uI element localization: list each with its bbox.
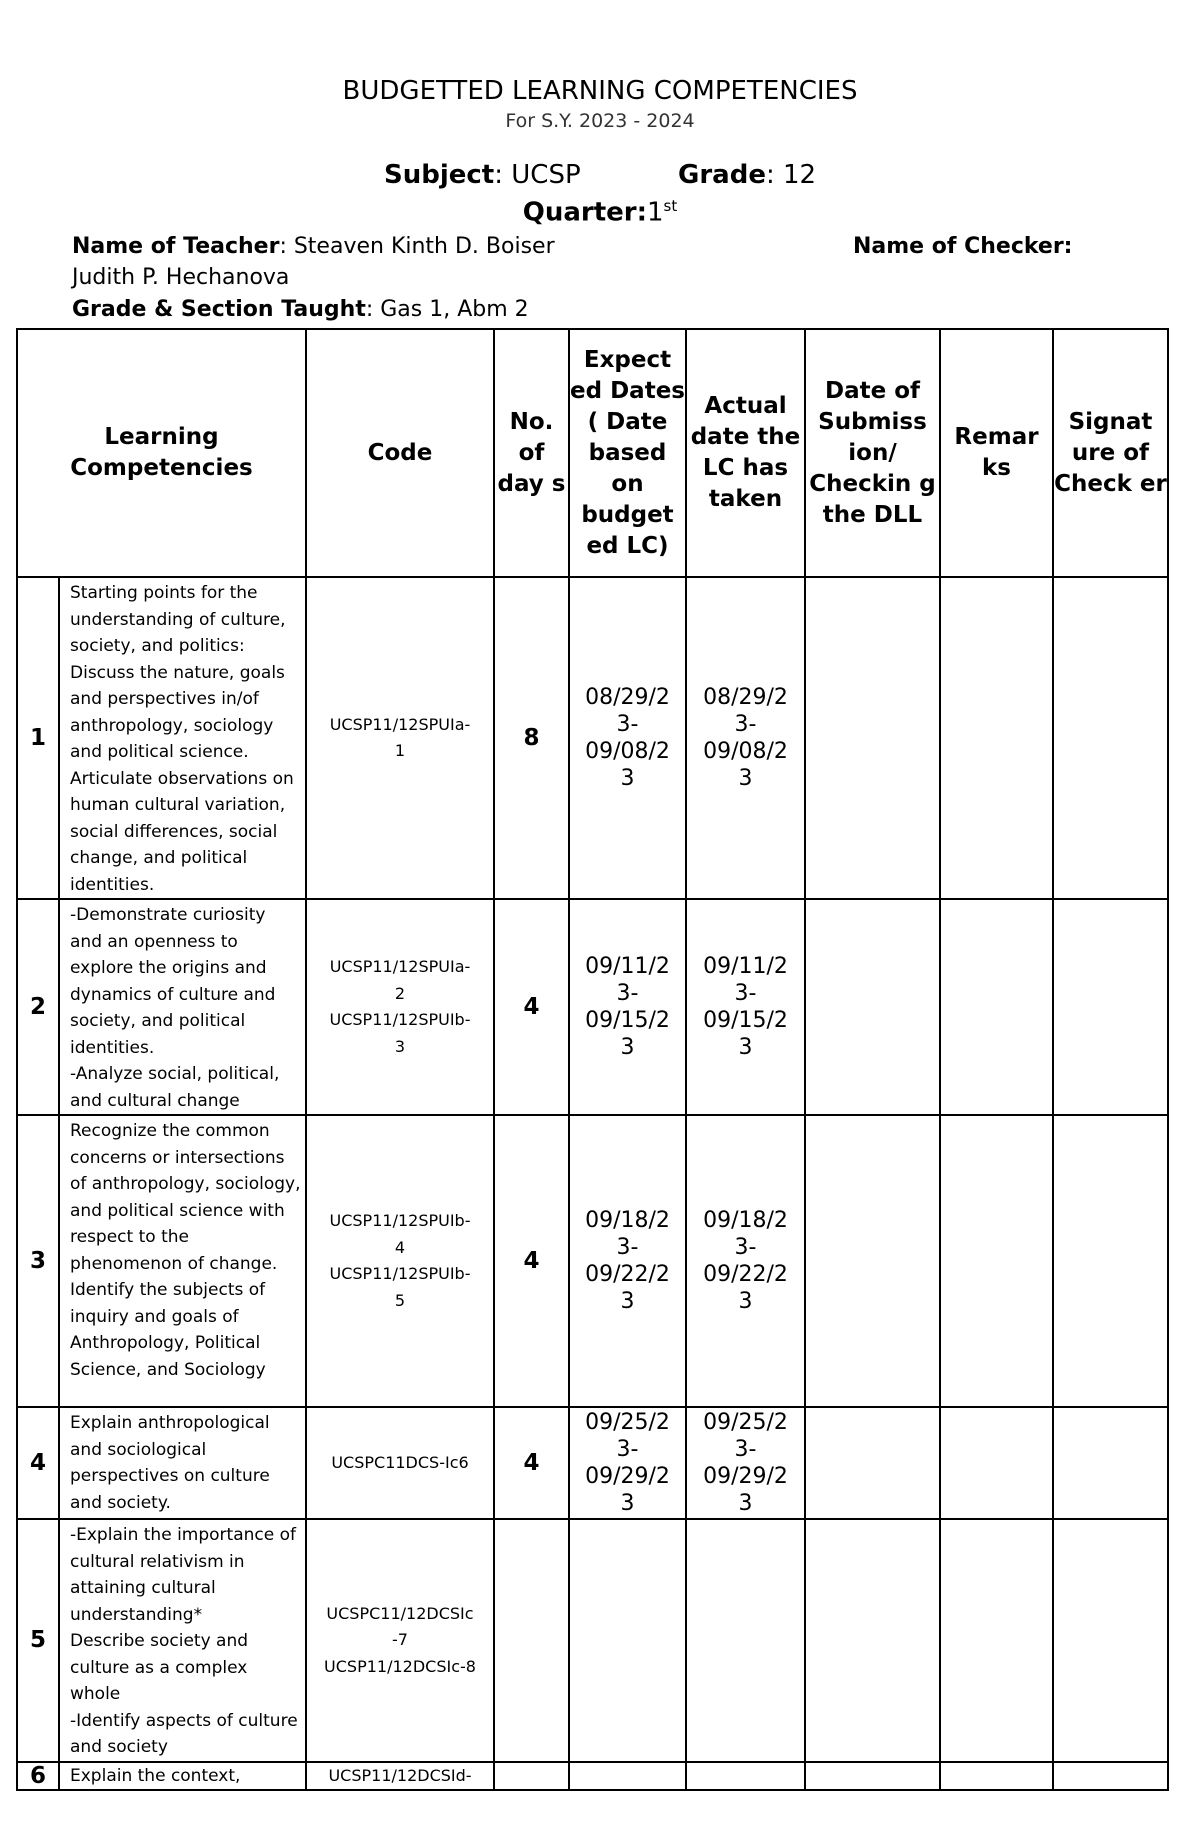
teacher-name: : Steaven Kinth D. Boiser: [279, 234, 555, 259]
expected-dates: 09/25/2 3- 09/29/2 3: [569, 1407, 686, 1519]
learning-competency: -Explain the importance of cultural relativism in attaining cultural understanding* Describe society and culture as a complex whole -Identify aspects of culture and society: [59, 1519, 306, 1762]
col-remarks: Remar ks: [940, 329, 1053, 577]
competency-code: UCSP11/12SPUIa- 1: [306, 577, 494, 899]
grade: [678, 160, 816, 190]
checker-signature: [1053, 1115, 1168, 1407]
submission-date: [805, 1762, 940, 1791]
actual-dates: 09/18/2 3- 09/22/2 3: [686, 1115, 805, 1407]
quarter-label: Quarter:: [522, 197, 647, 228]
col-expected-dates: Expect ed Dates ( Date based on budget ed LC): [569, 329, 686, 577]
quarter-value: 1: [647, 197, 664, 228]
remarks: [940, 1115, 1053, 1407]
row-number: 5: [17, 1519, 59, 1762]
table-header-row: [17, 329, 1168, 577]
grade-value: : 12: [765, 160, 817, 190]
row-number: 2: [17, 899, 59, 1115]
checker-signature: [1053, 1407, 1168, 1519]
number-of-days: 8: [494, 577, 569, 899]
actual-dates: 09/11/2 3- 09/15/2 3: [686, 899, 805, 1115]
actual-dates: [686, 1762, 805, 1791]
submission-date: [805, 1519, 940, 1762]
table-row: [17, 1407, 1168, 1519]
expected-dates: 09/11/2 3- 09/15/2 3: [569, 899, 686, 1115]
remarks: [940, 899, 1053, 1115]
school-year: For S.Y. 2023 - 2024: [505, 110, 695, 132]
remarks: [940, 1407, 1053, 1519]
teacher-label: Name of Teacher: [72, 234, 280, 259]
learning-competency: Starting points for the understanding of culture, society, and politics: Discuss the nature, goals and perspectives in/of anthropology, sociology and political science. Articulate observations on human cultural variation, social differences, social change, and political identities.: [59, 577, 306, 899]
table-row: [17, 1519, 1168, 1762]
remarks: [940, 1519, 1053, 1762]
col-signature: Signat ure of Check er: [1053, 329, 1168, 577]
table-row: [17, 1762, 1168, 1791]
checker-signature: [1053, 1519, 1168, 1762]
remarks: [940, 1762, 1053, 1791]
table-row: [17, 577, 1168, 899]
col-actual-date: Actual date the LC has taken: [686, 329, 805, 577]
submission-date: [805, 1115, 940, 1407]
col-code: Code: [306, 329, 494, 577]
expected-dates: [569, 1762, 686, 1791]
quarter-suffix: st: [663, 197, 678, 215]
checker-label: Name of Checker:: [853, 234, 1073, 259]
subject-value: : UCSP: [494, 160, 581, 190]
submission-date: [805, 1407, 940, 1519]
grade-label: Grade: [678, 160, 766, 190]
number-of-days: [494, 1762, 569, 1791]
section-line: [72, 297, 529, 322]
row-number: 4: [17, 1407, 59, 1519]
quarter-line: [0, 197, 1200, 228]
submission-date: [805, 577, 940, 899]
number-of-days: 4: [494, 1115, 569, 1407]
row-number: 6: [17, 1762, 59, 1791]
actual-dates: 09/25/2 3- 09/29/2 3: [686, 1407, 805, 1519]
col-learning-competencies: Learning Competencies: [17, 329, 306, 577]
number-of-days: 4: [494, 1407, 569, 1519]
actual-dates: [686, 1519, 805, 1762]
number-of-days: [494, 1519, 569, 1762]
submission-date: [805, 899, 940, 1115]
learning-competency: Recognize the common concerns or intersections of anthropology, sociology, and political science with respect to the phenomenon of change. Identify the subjects of inquiry and goals of Anthropology, Political Science, and Sociology: [59, 1115, 306, 1407]
section-label: Grade & Section Taught: [72, 297, 366, 322]
subject: [384, 160, 581, 190]
table-row: [17, 899, 1168, 1115]
competency-code: UCSP11/12SPUIb- 4 UCSP11/12SPUIb- 5: [306, 1115, 494, 1407]
checker-name: Judith P. Hechanova: [72, 265, 290, 290]
competency-code: UCSP11/12SPUIa- 2 UCSP11/12SPUIb- 3: [306, 899, 494, 1115]
expected-dates: 08/29/2 3- 09/08/2 3: [569, 577, 686, 899]
row-number: 1: [17, 577, 59, 899]
competency-code: UCSPC11DCS-Ic6: [306, 1407, 494, 1519]
expected-dates: 09/18/2 3- 09/22/2 3: [569, 1115, 686, 1407]
checker-signature: [1053, 577, 1168, 899]
competencies-table: [16, 328, 1169, 1791]
subject-label: Subject: [384, 160, 495, 190]
table-row: [17, 1115, 1168, 1407]
expected-dates: [569, 1519, 686, 1762]
learning-competency: Explain the context,: [59, 1762, 306, 1791]
row-number: 3: [17, 1115, 59, 1407]
page-title: BUDGETTED LEARNING COMPETENCIES: [342, 76, 858, 106]
col-date-of-submission: Date of Submiss ion/ Checkin g the DLL: [805, 329, 940, 577]
competency-code: UCSPC11/12DCSIc -7 UCSP11/12DCSIc-8: [306, 1519, 494, 1762]
learning-competency: -Demonstrate curiosity and an openness to explore the origins and dynamics of culture and society, and political identities. -Analyze social, political, and cultural change: [59, 899, 306, 1115]
section-value: : Gas 1, Abm 2: [365, 297, 529, 322]
competency-code: UCSP11/12DCSId-: [306, 1762, 494, 1791]
remarks: [940, 577, 1053, 899]
number-of-days: 4: [494, 899, 569, 1115]
checker-signature: [1053, 1762, 1168, 1791]
actual-dates: 08/29/2 3- 09/08/2 3: [686, 577, 805, 899]
teacher-line: [72, 234, 555, 259]
col-no-of-days: No. of day s: [494, 329, 569, 577]
checker-signature: [1053, 899, 1168, 1115]
learning-competency: Explain anthropological and sociological perspectives on culture and society.: [59, 1407, 306, 1519]
